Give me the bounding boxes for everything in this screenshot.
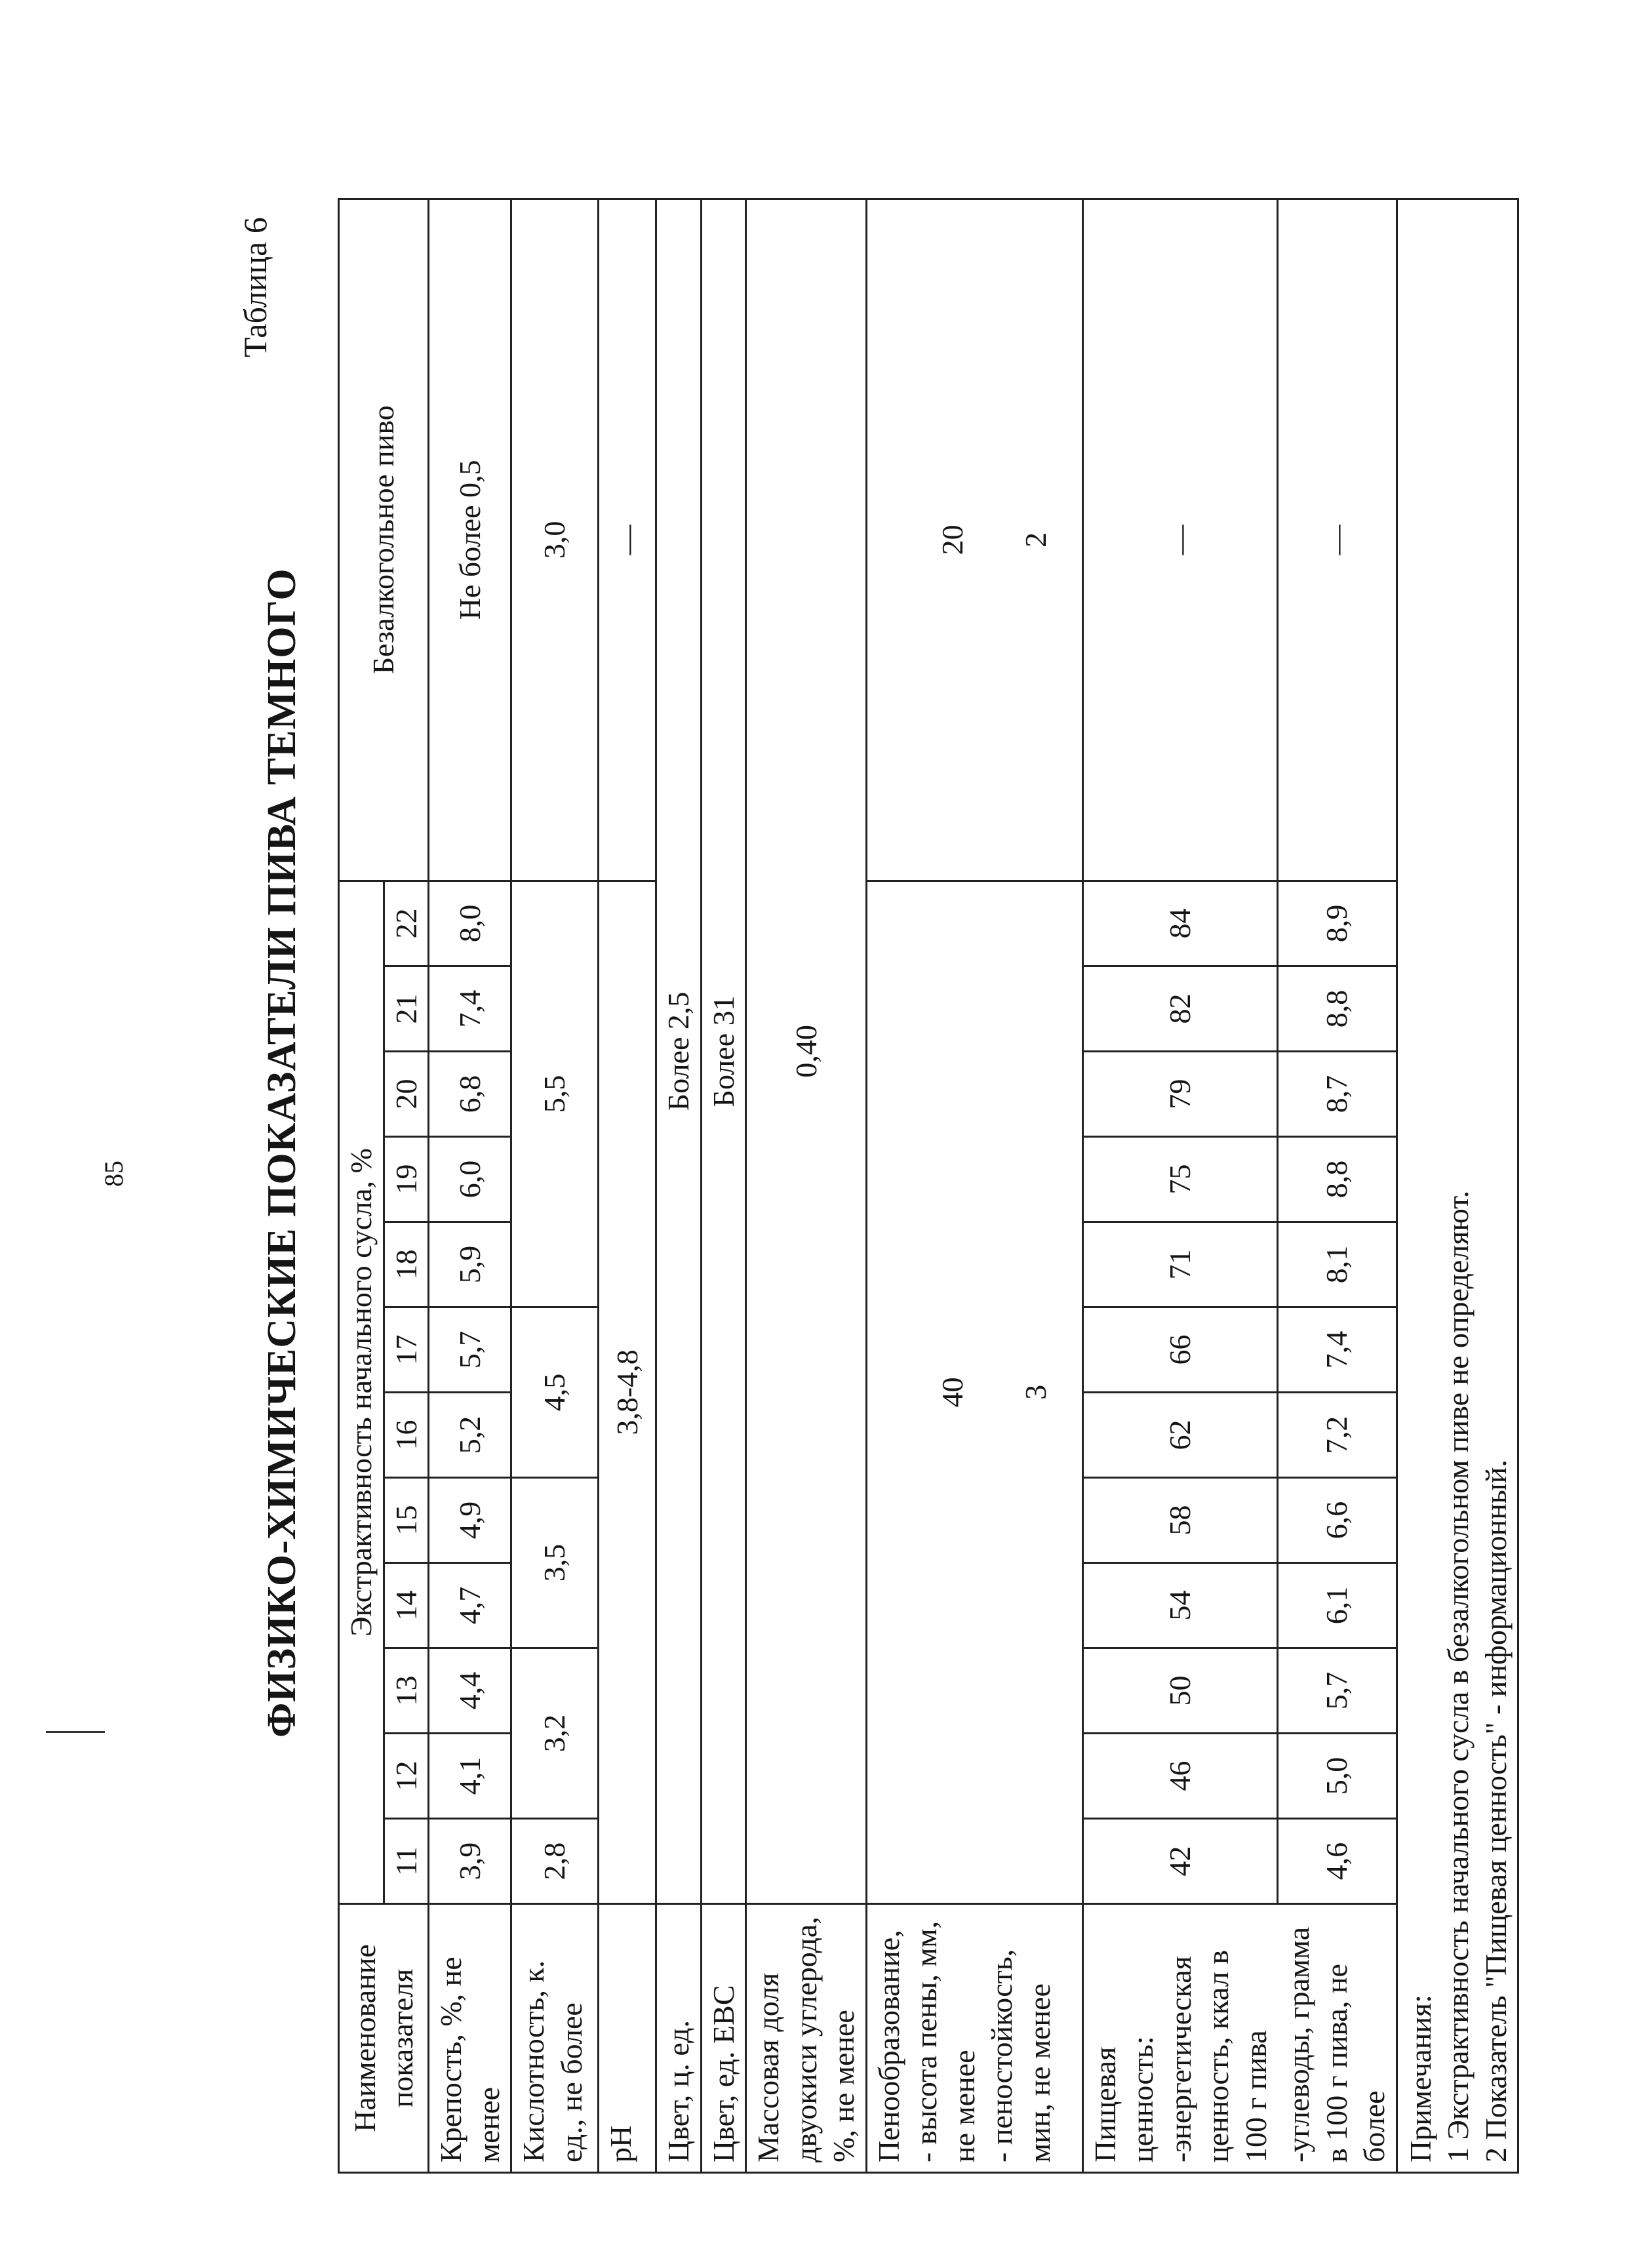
acidity-12-13: 3,2 (511, 1648, 599, 1819)
carbs-14: 6,1 (1277, 1563, 1397, 1648)
header-extract-16: 16 (384, 1393, 429, 1478)
header-extract-group: Экстрактивность начального сусла, % (339, 881, 384, 1903)
foam-nonalc (866, 199, 1082, 881)
carbs-15: 6,6 (1277, 1478, 1397, 1563)
carbs-13: 5,7 (1277, 1648, 1397, 1734)
header-row-1 (339, 199, 384, 2172)
row-carbs (1277, 199, 1397, 2172)
acidity-18-22: 5,5 (511, 881, 599, 1307)
header-name-col: Наименование показателя (339, 1904, 429, 2173)
notes-cell (1397, 199, 1518, 2172)
ph-nonalc: — (599, 199, 656, 881)
strength-nonalc: Не более 0,5 (429, 199, 511, 881)
acidity-11: 2,8 (511, 1819, 599, 1904)
foam-title: Пенообразование, (871, 1930, 905, 2162)
energy-15: 58 (1082, 1478, 1277, 1563)
strength-12: 4,1 (429, 1734, 511, 1819)
row-color-ebc (701, 199, 746, 2172)
energy-22: 84 (1082, 881, 1277, 966)
header-extract-15: 15 (384, 1478, 429, 1563)
row-foam (866, 199, 1082, 2172)
carbs-11: 4,6 (1277, 1819, 1397, 1904)
table-caption: Таблица 6 (237, 217, 273, 357)
color-cu-value: Более 2,5 (656, 199, 702, 1903)
header-extract-22: 22 (384, 881, 429, 966)
energy-name: -энергетическая ценность, ккал в 100 г пива (1163, 1950, 1273, 2162)
row-notes (1397, 199, 1518, 2172)
energy-11: 42 (1082, 1819, 1277, 1904)
header-extract-12: 12 (384, 1734, 429, 1819)
carbs-19: 8,8 (1277, 1137, 1397, 1222)
header-extract-13: 13 (384, 1648, 429, 1734)
carbs-22: 8,9 (1277, 881, 1397, 966)
row-color-cu (656, 199, 702, 2172)
ph-value: 3,8-4,8 (599, 881, 656, 1903)
energy-21: 82 (1082, 966, 1277, 1052)
foam-stability-nonalc: 2 (1019, 532, 1052, 547)
header-extract-14: 14 (384, 1563, 429, 1648)
strength-16: 5,2 (429, 1393, 511, 1478)
energy-17: 66 (1082, 1307, 1277, 1393)
header-nonalc: Безалкогольное пиво (339, 199, 429, 881)
strength-15: 4,9 (429, 1478, 511, 1563)
physicochemical-table (338, 198, 1519, 2174)
energy-nonalc: — (1082, 199, 1277, 881)
row-ph-name: рН (599, 1904, 656, 2173)
strength-18: 5,9 (429, 1222, 511, 1307)
energy-12: 46 (1082, 1734, 1277, 1819)
color-ebc-value: Более 31 (701, 199, 746, 1903)
carbs-nonalc: — (1277, 199, 1397, 881)
strength-19: 6,0 (429, 1137, 511, 1222)
header-extract-20: 20 (384, 1052, 429, 1137)
carbs-21: 8,8 (1277, 966, 1397, 1052)
strength-22: 8,0 (429, 881, 511, 966)
carbs-18: 8,1 (1277, 1222, 1397, 1307)
row-color-cu-name: Цвет, ц. ед. (656, 1904, 702, 2173)
row-strength-name: Крепость, %, не менее (429, 1904, 511, 2173)
strength-20: 6,8 (429, 1052, 511, 1137)
energy-20: 79 (1082, 1052, 1277, 1137)
header-extract-18: 18 (384, 1222, 429, 1307)
co2-value: 0,40 (746, 199, 867, 1903)
strength-14: 4,7 (429, 1563, 511, 1648)
strength-17: 5,7 (429, 1307, 511, 1393)
row-foam-name (866, 1904, 1082, 2173)
rotated-table-container (338, 200, 1513, 2174)
carbs-16: 7,2 (1277, 1393, 1397, 1478)
strength-13: 4,4 (429, 1648, 511, 1734)
note-1: 1 Экстрактивность начального сусла в безалкогольном пиве не определяют. (1441, 1190, 1475, 2162)
energy-18: 71 (1082, 1222, 1277, 1307)
strength-11: 3,9 (429, 1819, 511, 1904)
acidity-nonalc: 3,0 (511, 199, 599, 881)
row-carbs-name: -углеводы, грамма в 100 г пива, не более (1277, 1904, 1397, 2173)
carbs-12: 5,0 (1277, 1734, 1397, 1819)
carbs-20: 8,7 (1277, 1052, 1397, 1137)
margin-mark (46, 1731, 105, 1733)
row-energy-name (1082, 1904, 1277, 2173)
note-2: 2 Показатель "Пищевая ценность" - информационный. (1478, 1460, 1513, 2162)
foam-height-value: 40 (935, 1377, 969, 1408)
energy-19: 75 (1082, 1137, 1277, 1222)
acidity-16-17: 4,5 (511, 1307, 599, 1478)
notes-title: Примечания: (1403, 1995, 1437, 2162)
page-number: 85 (99, 1161, 129, 1187)
foam-stability-name: - пеностойкость, мин, не менее (985, 1949, 1056, 2162)
foam-height-nonalc: 20 (935, 525, 969, 555)
foam-values (866, 881, 1082, 1903)
energy-13: 50 (1082, 1648, 1277, 1734)
strength-21: 7,4 (429, 966, 511, 1052)
row-acidity-name: Кислотность, к. ед., не более (511, 1904, 599, 2173)
row-energy (1082, 199, 1277, 2172)
nutrition-title: Пищевая ценность: (1088, 2036, 1159, 2162)
header-extract-21: 21 (384, 966, 429, 1052)
row-co2-name: Массовая доля двуокиси углерода, %, не менее (746, 1904, 867, 2173)
energy-16: 62 (1082, 1393, 1277, 1478)
carbs-17: 7,4 (1277, 1307, 1397, 1393)
row-co2 (746, 199, 867, 2172)
foam-stability-value: 3 (1019, 1384, 1052, 1400)
energy-14: 54 (1082, 1563, 1277, 1648)
header-extract-11: 11 (384, 1819, 429, 1904)
row-strength (429, 199, 511, 2172)
acidity-14-15: 3,5 (511, 1478, 599, 1648)
row-acidity (511, 199, 599, 2172)
row-color-ebc-name: Цвет, ед. ЕВС (701, 1904, 746, 2173)
document-title: ФИЗИКО-ХИМИЧЕСКИЕ ПОКАЗАТЕЛИ ПИВА ТЕМНОГО (260, 568, 304, 1738)
header-extract-17: 17 (384, 1307, 429, 1393)
row-ph (599, 199, 656, 2172)
header-extract-19: 19 (384, 1137, 429, 1222)
foam-height-name: - высота пены, мм, не менее (909, 1920, 981, 2162)
